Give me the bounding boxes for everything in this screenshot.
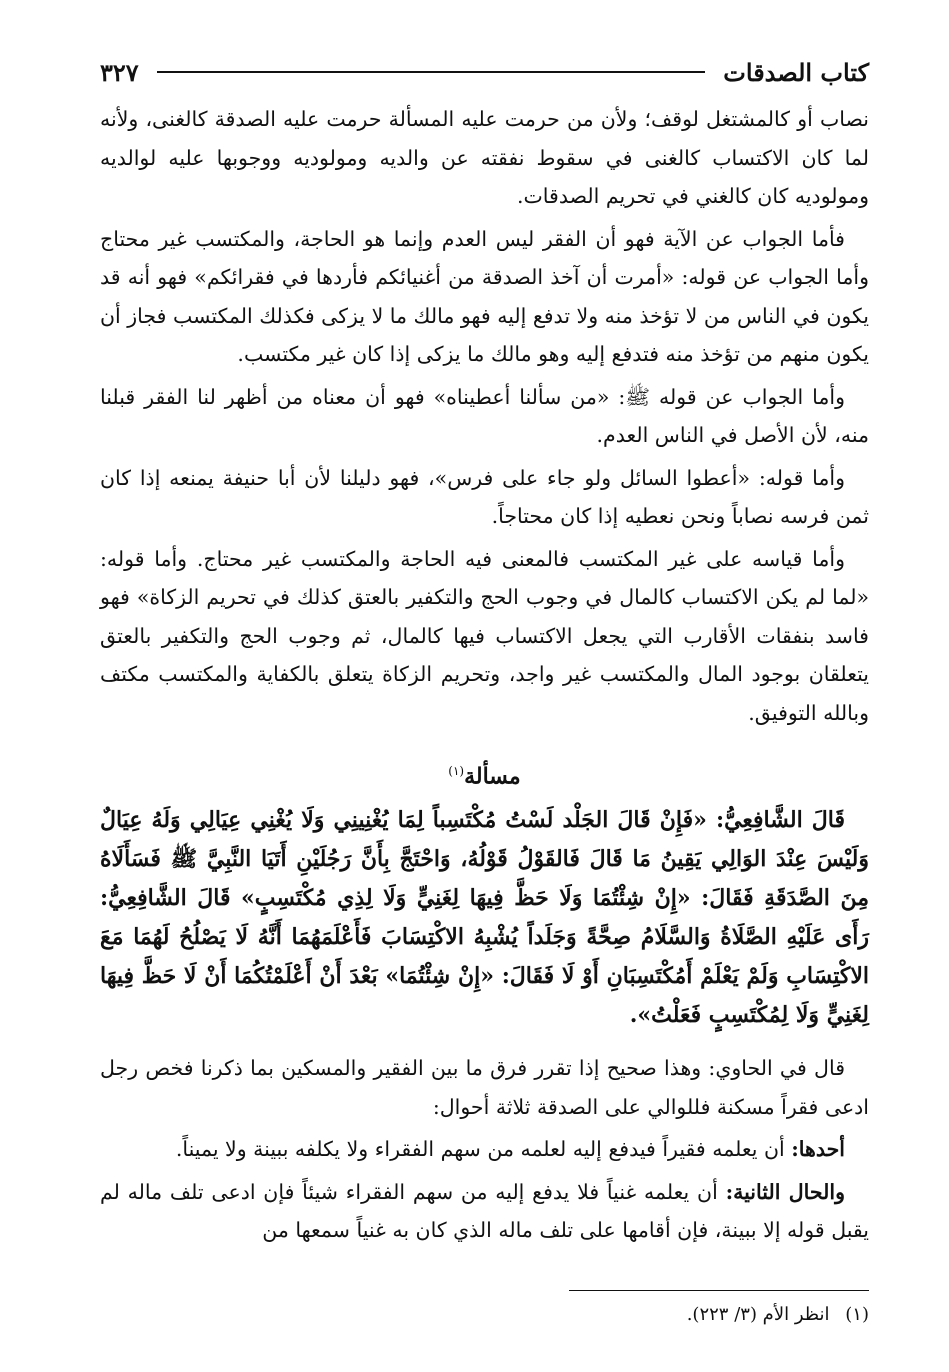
case-text: أن يعلمه فقيراً فيدفع إليه لعلمه من سهم الفقراء ولا يكلفه ببينة ولا يميناً. bbox=[175, 1137, 792, 1162]
footnote-marker[interactable]: (١) bbox=[448, 764, 465, 778]
shafii-quote: قَالَ الشَّافِعِيُّ: «فَإِنْ قَالَ الجَلْد لَسْتُ مُكْتَسِباً لِمَا يُغْنِينِي وَلَا يُغْنِي عِيَالِي وَلَهُ عِيَالٌ وَلَيْسَ عِنْدَ الوَالِي يَقِينُ مَا قَالَ فَالقَوْلُ قَوْلُهُ، وَاحْتَجَّ بِأَنَّ رَجُلَيْنِ أَتَيَا النَّبِيَّ ﷺ فَسَأَلَاهُ مِنَ الصَّدَقَةِ فَقَالَ: «إِنْ شِئْتُمَا وَلَا حَظَّ فِيهَا لِغَنِيٍّ وَلَا لِذِي مُكْتَسِبٍ» قَالَ الشَّافِعِيُّ: رَأَى عَلَيْهِ الصَّلَاةُ وَالسَّلَامُ صِحَّةً وَجَلَداً يُشْبِهُ الاكْتِسَابَ فَأَعْلَمَهُمَا أَنَّهُ لَا يَصْلُحُ لَهُمَا مَعَ الاكْتِسَابِ وَلَمْ يَعْلَمْ أَمُكْتَسِبَانِ أَوْ لَا فَقَالَ: «إِنْ شِئْتُمَا» بَعْدَ أَنْ أَعْلَمْتُكُمَا أَنْ لَا حَظَّ فِيهَا لِغَنِيٍّ وَلَا لِمُكْتَسِبٍ فَعَلْتُ». bbox=[100, 807, 869, 1029]
header-rule bbox=[157, 71, 706, 73]
chapter-title: كتاب الصدقات bbox=[723, 57, 869, 87]
paragraph: وأما قوله: «أعطوا السائل ولو جاء على فرس»، فهو دليلنا لأن أبا حنيفة يمنعه إذا كان ثمن فرسه نصاباً ونحن نعطيه إذا كان محتاجاً. bbox=[100, 465, 869, 528]
paragraph: فأما الجواب عن الآية فهو أن الفقر ليس العدم وإنما هو الحاجة، والمكتسب غير محتاج وأما الجواب عن قوله: «أمرت أن آخذ الصدقة من أغنيائكم فأردها في فقرائكم» فهو أنه قد يكون في الناس من لا تؤخذ منه ولا تدفع إليه فهو مالك ما لا يزكى فكذلك المكتسب فجاز أن يكون منهم من تؤخذ منه فتدفع إليه وهو مالك ما يزكى إذا كان غير مكتسب. bbox=[100, 226, 869, 366]
footnote-number: (١) bbox=[845, 1304, 869, 1325]
footnote bbox=[449, 1300, 869, 1330]
footnote-text: انظر الأم (٣/ ٢٢٣). bbox=[686, 1304, 830, 1325]
running-header bbox=[100, 52, 869, 92]
issue-title: مسألة bbox=[464, 763, 521, 790]
paragraph: نصاب أو كالمشتغل لوقف؛ ولأن من حرمت عليه المسألة حرمت عليه الصدقة كالغنى، ولأنه لما كان الاكتساب كالغنى في سقوط نفقته عن والديه ومولوديه ووجوبها عليه لوالديه ومولوديه كان كالغني في تحريم الصدقات. bbox=[100, 107, 869, 208]
case-label: أحدها: bbox=[791, 1137, 845, 1162]
case-text: أن يعلمه غنياً فلا يدفع إليه من سهم الفقراء شيئاً فإن ادعى تلف ماله لم يقبل قوله إلا ببينة، فإن أقامها على تلف ماله الذي كان به غنياً سمعها من bbox=[100, 1179, 869, 1243]
paragraph: وأما الجواب عن قوله ﷺ: «من سألنا أعطيناه» فهو أن معناه من أظهر لنا الفقر قبلنا منه، لأن الأصل في الناس العدم. bbox=[100, 384, 869, 447]
footnote-rule bbox=[569, 1290, 869, 1291]
issue-heading bbox=[100, 752, 869, 795]
case-paragraph bbox=[100, 1130, 869, 1169]
case-label: والحال الثانية: bbox=[725, 1179, 845, 1204]
main-text bbox=[100, 100, 869, 1254]
page-number: ٣٢٧ bbox=[100, 57, 139, 87]
paragraph: قال في الحاوي: وهذا صحيح إذا تقرر فرق ما بين الفقير والمسكين بما ذكرنا فخص رجل ادعى فقراً مسكنة فللوالي على الصدقة ثلاثة أحوال: bbox=[100, 1056, 869, 1119]
case-paragraph bbox=[100, 1173, 869, 1250]
paragraph: وأما قياسه على غير المكتسب فالمعنى فيه الحاجة والمكتسب غير محتاج. وأما قوله: «لما لم يكن الاكتساب كالمال في وجوب الحج والتكفير بالعتق كذلك في تحريم الزكاة» فهو فاسد بنفقات الأقارب التي يجعل الاكتساب فيها كالمال، ثم وجوب الحج والتكفير بالعتق يتعلقان بوجود المال والمكتسب غير واجد، وتحريم الزكاة يتعلق بالكفاية والمكتسب مكتف وبالله التوفيق. bbox=[100, 546, 869, 725]
